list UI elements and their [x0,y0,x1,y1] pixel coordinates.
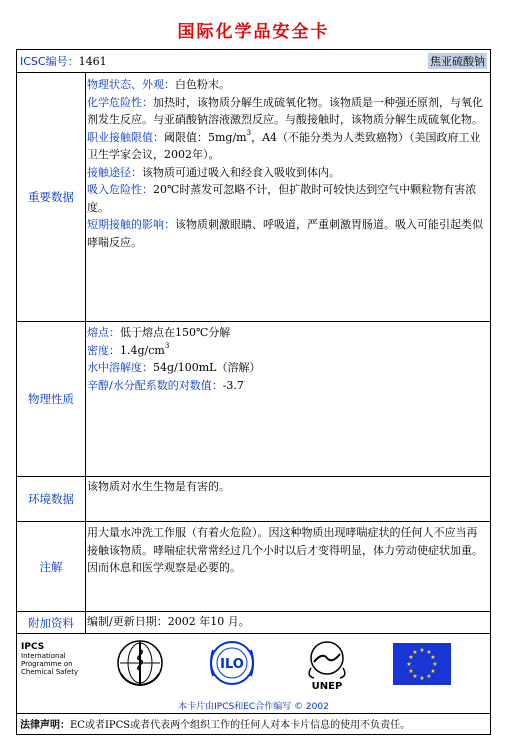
divider [85,477,86,521]
label-notes: 注解 [39,559,63,574]
logo-strip [17,635,490,713]
safety-card [16,49,491,735]
ipcs-line: Chemical Safety [21,668,79,676]
superscript: 3 [246,128,252,137]
item-key: 辛醇/水分配系数的对数值： [87,378,223,392]
item-key: 物理状态、外观： [87,78,175,91]
divider [17,321,490,322]
item-text: 54g/100mL（溶解） [153,361,261,374]
item-key: 接触途径： [87,165,142,179]
divider [17,713,490,714]
item-key: 吸入危险性： [87,183,153,196]
ipcs-title: IPCS [21,642,45,652]
divider [17,476,490,477]
item-text: 阈限值：5mg/m [164,130,247,144]
item-key: 密度： [87,343,120,357]
item-short-term-effects [87,216,487,251]
item-key: 短期接触的影响： [87,218,175,231]
superscript: 3 [164,341,170,350]
item-text: 低于熔点在150℃分解 [120,326,231,339]
item-density [87,342,487,360]
item-key: 熔点： [87,326,120,339]
item-text: 加热时，该物质分解生成硫氧化物。该物质是一种强还原剂，与氧化剂发生反应。与亚硝酸钠溶液激烈反应。与酸接触时，该物质分解生成硫氧化物。 [87,95,483,126]
divider [17,633,490,634]
chemical-name[interactable]: 焦亚硫酸钠 [430,55,485,68]
important-data-cell [87,76,487,251]
item-inhalation-risk [87,181,487,216]
environment-cell: 该物质对水生生物是有害的。 [87,480,230,493]
svg-text:ILO: ILO [220,657,244,672]
unep-label: UNEP [311,681,343,692]
additional-cell: 编制/更新日期：2002 年10 月。 [87,615,250,628]
divider [85,612,86,633]
notes-cell: 用大量水冲洗工作服（有着火危险）。因这种物质出现哮喘症状的任何人不应当再接触该物质。哮喘症状常常经过几个小时以后才变得明显，体力劳动使症状加重。因而休息和医学观察是必要的。 [87,526,483,574]
ilo-emblem-icon [207,638,257,690]
item-text: 白色粉末。 [175,78,230,91]
item-key: 职业接触限值： [87,130,164,144]
svg-text:★: ★ [408,654,414,661]
label-additional: 附加资料 [28,615,74,630]
divider [17,72,490,73]
item-log-kow [87,377,487,395]
disclaimer-text: EC或者IPCS或者代表两个组织工作的任何人对本卡片信息的使用不负责任。 [70,720,411,731]
label-environment: 环境数据 [28,492,74,506]
divider [85,322,86,476]
item-appearance [87,76,487,94]
item-text: 该物质刺激眼睛、呼吸道，严重刺激胃肠道。吸入可能引起类似哮喘反应。 [87,218,483,249]
svg-text:★: ★ [419,675,425,682]
icsc-number [20,53,107,69]
item-exposure-limits [87,129,487,164]
item-chemical-hazard [87,94,487,129]
who-emblem-icon [115,638,165,688]
disclaimer-key: 法律声明： [20,720,70,731]
divider [85,522,86,611]
svg-text:★: ★ [412,673,418,680]
svg-text:★: ★ [406,661,412,668]
item-text: -3.7 [222,378,244,392]
item-text: 该物质可通过吸入和经食入吸收到体内。 [142,165,340,179]
item-key: 化学危险性： [87,95,153,109]
ipcs-logo [21,643,78,676]
item-text: ，A4（不能分类为人类致癌物）（美国政府工业卫生学家会议，2002年）。 [87,130,481,161]
card-title: 国际化学品安全卡 [177,22,330,42]
item-solubility [87,359,487,377]
disclaimer [20,716,410,731]
icsc-value: 1461 [78,55,107,68]
svg-text:★: ★ [432,661,438,668]
label-physical: 物理性质 [28,392,74,406]
eu-flag-icon [393,643,451,685]
divider [17,521,490,522]
label-important: 重要数据 [28,190,74,204]
svg-text:★: ★ [426,649,432,656]
ipcs-line: International [21,652,66,660]
item-key: 水中溶解度： [87,361,153,374]
svg-text:★: ★ [408,668,414,675]
icsc-label: ICSC编号： [20,55,79,68]
svg-text:★: ★ [426,673,432,680]
physical-properties-cell [87,324,487,394]
svg-text:★: ★ [412,649,418,656]
item-text: 20℃时蒸发可忽略不计，但扩散时可较快达到空气中颗粒物有害浓度。 [87,183,477,214]
credit-line: 本卡片由IPCS和EC合作编写 © 2002 [178,702,329,712]
icsc-row [17,50,490,72]
item-text: 1.4g/cm [120,343,165,357]
divider [85,73,86,321]
item-exposure-routes [87,164,487,182]
svg-text:★: ★ [430,668,436,675]
ipcs-line: Programme on [21,660,73,668]
item-melting-point [87,324,487,342]
svg-text:★: ★ [430,654,436,661]
svg-text:★: ★ [419,647,425,654]
divider [17,611,490,612]
